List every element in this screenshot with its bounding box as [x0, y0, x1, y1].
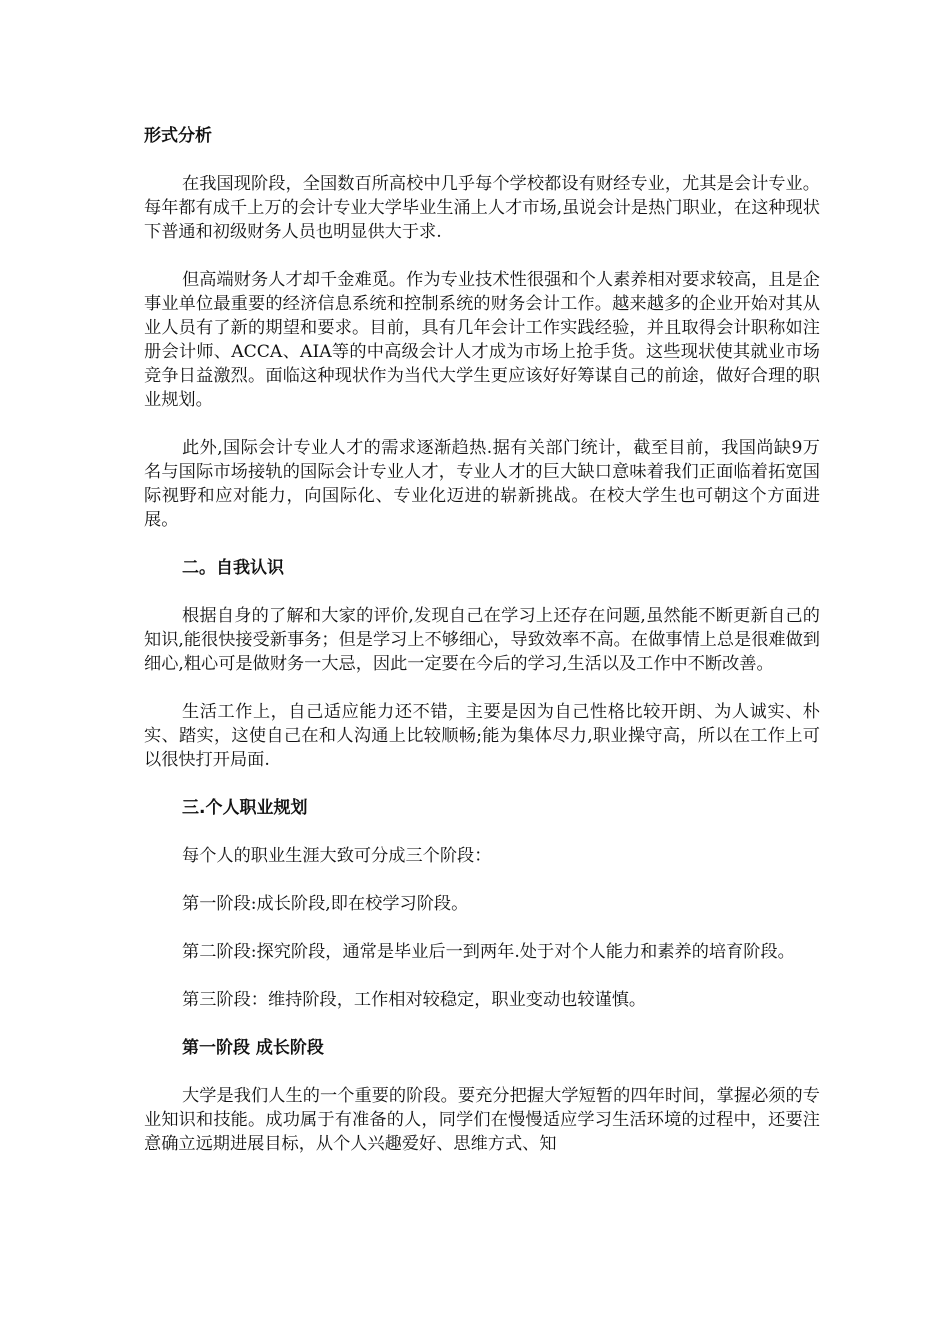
document-page — [144, 124, 820, 1180]
para-stage-one: 第一阶段:成长阶段,即在校学习阶段。 — [182, 894, 469, 914]
para-high-end-talent: 但高端财务人才却千金难觅。作为专业技术性很强和个人素养相对要求较高，且是企事业单位最重要的经济信息系统和控制系统的财务会计工作。越来越多的企业开始对其从业人员有了新的期望和要求。目前，具有几年会计工作实践经验，并且取得会计职称如注册会计师、ACCA、AIA等的中高级会计人才成为市场上抢手货。这些现状使其就业市场竞争日益激烈。面临这种现状作为当代大学生更应该好好筹谋自己的前途，做好合理的职业规划。 — [144, 270, 820, 410]
heading-form-analysis: 形式分析 — [144, 126, 212, 146]
para-self-evaluation: 根据自身的了解和大家的评价,发现自己在学习上还存在问题,虽然能不断更新自己的知识,能很快接受新事务；但是学习上不够细心，导致效率不高。在做事情上总是很难做到细心,粗心可是做财务一大忌，因此一定要在今后的学习,生活以及工作中不断改善。 — [144, 606, 820, 674]
para-stage-two: 第二阶段:探究阶段，通常是毕业后一到两年.处于对个人能力和素养的培育阶段。 — [182, 942, 795, 962]
para-three-stages: 每个人的职业生涯大致可分成三个阶段： — [182, 846, 492, 866]
para-life-work: 生活工作上，自己适应能力还不错，主要是因为自己性格比较开朗、为人诚实、朴实、踏实，这使自己在和人沟通上比较顺畅;能为集体尽力,职业操守高，所以在工作上可以很快打开局面. — [144, 702, 820, 770]
para-international-demand: 此外,国际会计专业人才的需求逐渐趋热.据有关部门统计，截至目前，我国尚缺9万名与国际市场接轨的国际会计专业人才，专业人才的巨大缺口意味着我们正面临着拓宽国际视野和应对能力，向国际化、专业化迈进的崭新挑战。在校大学生也可朝这个方面进展。 — [144, 438, 820, 530]
heading-career-plan: 三.个人职业规划 — [182, 798, 308, 818]
para-current-stage: 在我国现阶段，全国数百所高校中几乎每个学校都设有财经专业，尤其是会计专业。每年都有成千上万的会计专业大学毕业生涌上人才市场,虽说会计是热门职业，在这种现状下普通和初级财务人员也明显供大于求. — [144, 174, 820, 242]
heading-self-awareness: 二。自我认识 — [182, 558, 284, 578]
para-stage-three: 第三阶段：维持阶段，工作相对较稳定，职业变动也较谨慎。 — [182, 990, 647, 1010]
para-university: 大学是我们人生的一个重要的阶段。要充分把握大学短暂的四年时间，掌握必须的专业知识和技能。成功属于有准备的人，同学们在慢慢适应学习生活环境的过程中，还要注意确立远期进展目标，从个人兴趣爱好、思维方式、知 — [144, 1086, 820, 1154]
heading-stage-one-growth: 第一阶段 成长阶段 — [182, 1038, 324, 1058]
